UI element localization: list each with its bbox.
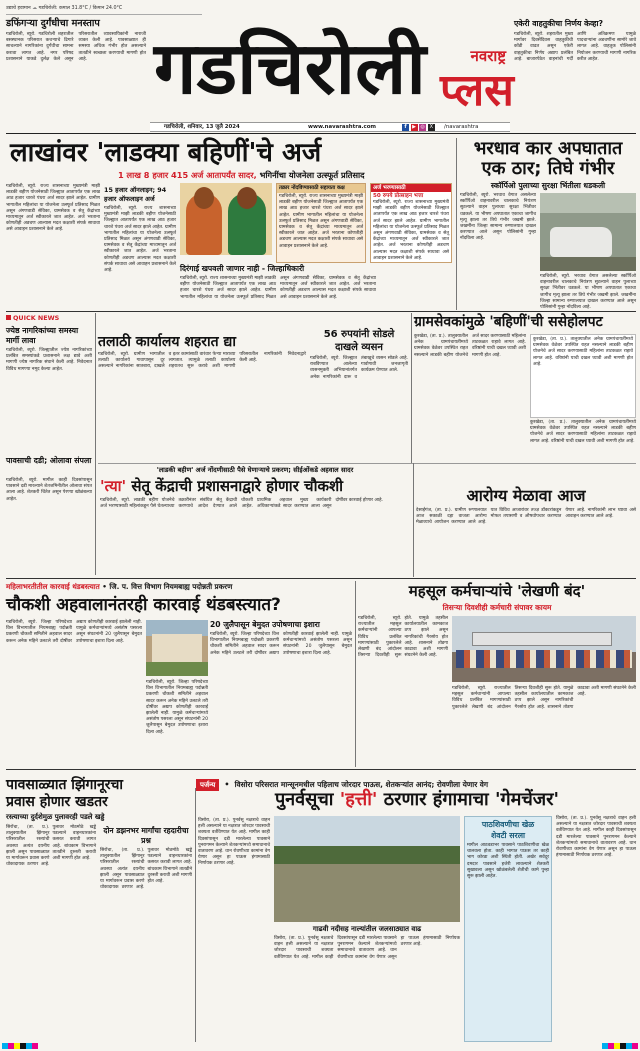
zingnur-side-body: सिरोंचा, (ता. प्र.). तालुक्यातील झिंगानूर परिसरातील रस्त्यांची अवस्था अत्यंत दयनीय झाली असून पावसाळ्यात या मार्गावरून प्रवास करणे धोकादायक ठरणार आहे. पुलावर मोठमोठे खड्डे पडल्याने वाहनधारकांना कसरत करावी लागत आहे. बांधकाम विभागाने तातडीने दुरुस्ती करावी अशी मागणी होत आहे.	[100, 848, 192, 891]
lead-illustration	[180, 183, 272, 255]
pathshala-headline-2: शेवटी सरला	[490, 831, 526, 840]
zingnur-side-headline: दोन डझनभर मार्गांचा रहदारीचा प्रश्न	[103, 826, 189, 845]
cloud-icon: ☁	[32, 6, 38, 11]
deputy-body: गडचिरोली, ब्यूरो. राज्य शासनाच्या मुख्यमंत्री माझी लाडकी बहीण योजनेसाठी जिल्ह्यात आतापर्यंत एक लाख आठ हजार चारशे पंधरा अर्ज सादर झाले आहेत. ग्रामीण भागातील महिलांचा या योजनेला उत्स्फूर्त प्रतिसाद मिळत असून अंगणवाडी सेविका, ग्रामसेवक व सेतू केंद्रांच्या माध्यमातून अर्ज स्वीकारले जात आहेत. अर्ज भरताना कोणतीही अडचण आल्यास मदत कक्षाशी संपर्क साधावा असे आवाहन प्रशासनाने केले आहे.	[180, 276, 376, 300]
dakhale-body: गडचिरोली, ब्यूरो. जिल्ह्यात राबविण्यात आलेल्या व्यसनमुक्ती अभियानांतर्गत अनेक नागरिकांनी दारू व तंबाखूचे व्यसन सोडले आहे. गावोगावी जनजागृती कार्यक्रम घेण्यात आले.	[310, 356, 408, 380]
chaukashi-kicker-black: जि. प. वित्त विभाग नियमबाह्य पदोन्नती प्रकरण	[109, 582, 233, 591]
weather-strip	[196, 772, 636, 789]
river-photo	[274, 816, 460, 922]
weather-strip-bullet: •	[224, 780, 230, 789]
gramsevak-headline-pre: ग्रामसेवकांमुळे	[414, 314, 485, 330]
lead-headline-post: चे अर्ज	[256, 138, 322, 168]
punarvasu-headline-quote: 'हत्ती'	[339, 789, 378, 810]
dakhale-headline-2: दाखले व्यसन	[335, 342, 383, 353]
chaukashi-headline: चौकशी अहवालानंतरही कारवाई थंडबस्त्यात?	[6, 595, 281, 615]
quick-news-label	[6, 314, 92, 323]
facebook-icon[interactable]: f	[402, 124, 409, 131]
mahsul-headline-pre: महसूल कर्मचाऱ्यांचे	[408, 582, 512, 600]
weather-strip-text: विसोरा परिसरात मान्सूनमधील पहिलाच जोरदार पाऊस, शेतकऱ्यांत आनंद; रोवणीला येणार वेग	[234, 780, 489, 789]
gramsevak-headline-quote: 'बहिणीं'	[489, 314, 531, 330]
chaukashi-body: गडचिरोली, ब्यूरो. जिल्हा परिषदेच्या वित्त विभागातील नियमबाह्य पदोन्नती प्रकरणी चौकशी समितीने अहवाल सादर करून अनेक महिने उलटले तरी दोषींवर अद्याप कोणतीही कारवाई झालेली नाही. यामुळे कर्मचाऱ्यांमध्ये असंतोष पसरला असून संघटनांनी 20 जुलैपासून बेमुदत उपोषणाचा इशारा दिला आहे.	[6, 620, 142, 644]
top-right-body: गडचिरोली, ब्यूरो. शहरातील मुख्य मार्गावर दिवसेंदिवस वाहतुकीची कोंडी वाढत असून एकेरी वाहतुकीचा निर्णय अद्याप प्रलंबित आहे. बाजारपेठेत वाहनांची गर्दी आणि अतिक्रमण यामुळे पादचाऱ्यांना अडचणींना सामोरे जावे लागत आहे. वाहतूक पोलिसांनी नियोजन करण्याची मागणी नागरिक करीत आहेत.	[514, 32, 636, 62]
info-box	[276, 183, 366, 263]
gramsevak-headline-post: ची ससेहोलपट	[530, 314, 603, 330]
chaukashi-kicker-bullet: •	[102, 582, 107, 591]
zp-building-photo	[146, 620, 208, 676]
quick-item2-body: गडचिरोली, ब्यूरो. मागील काही दिवसांपासून पावसाने दडी मारल्याने शेतजमिनीतील ओलावा संपत आला आहे. शेतकरी चिंतेत असून पेरण्या खोळंबल्या आहेत.	[6, 478, 92, 502]
top-right-headline: एकेरी वाहतुकीचा निर्णय केव्हा?	[514, 19, 603, 28]
mahsul-body: गडचिरोली, ब्यूरो. राज्यातील महसूल कर्मचाऱ्यांनी आपल्या विविध प्रलंबित मागण्यांसाठी पुकारलेले लेखणी बंद आंदोलन तिसऱ्या दिवशीही सुरू होते. यामुळे तहसील कार्यालयातील कामकाज ठप्प झाले असून नागरिकांची गैरसोय होत आहे. शासनाने तोडगा काढावा अशी मागणी संघटनेने केली आहे.	[358, 616, 448, 659]
pathshala-headline-1: पाठशिवणीचा खेळ	[481, 820, 535, 829]
weather-strip-label: पर्जन्य	[196, 779, 219, 791]
chaukashi-kicker-red: महिलाभरतीतील कारवाई थंडबस्त्यात	[6, 582, 100, 591]
punarvasu-body: विसोरा, (ता. प्र.). पुनर्वसू नक्षत्राचे वाहन हत्ती असल्याने या नक्षत्रात जोरदार पावसाची शक्यता वर्तविण्यात येत आहे. मागील काही दिवसांपासून दडी मारलेल्या पावसाने पुनरागमन केल्याने शेतकऱ्यांमध्ये समाधानाचे वातावरण आहे. धान रोवणीच्या कामांना वेग येणार असून हा पाऊस हंगामासाठी निर्णायक ठरणार आहे.	[198, 818, 271, 867]
zingnur-headline-1: पावसाळ्यात झिंगानूरचा	[6, 777, 124, 793]
accident-subhead: स्कॉर्पिओ पुलाच्या सुरक्षा भिंतीला धडकली	[490, 181, 606, 190]
talathi-body: गडचिरोली, ब्यूरो. ग्रामीण भागातील तलाठी कार्यालये गावापासून दूर असल्याने नागरिकांना सातबारा, दाखले व इतर कामांसाठी वारंवार फेऱ्या माराव्या लागतात. त्यामुळे तलाठी कार्यालय शहरातच सुरू करावे अशी मागणी परिसरातील नागरिकांनी निवेदनाद्वारे केली आहे.	[98, 352, 306, 370]
setu-headline-pre: 'त्या'	[100, 477, 127, 495]
protest-banner	[472, 632, 612, 646]
weather-box	[6, 4, 202, 14]
quick-item1-headline: ज्येष्ठ नागरिकांच्या समस्या मार्गी लावा	[6, 326, 79, 345]
accident-headline-2: एक ठार; तिघे गंभीर	[481, 158, 615, 179]
accident-photo	[540, 193, 636, 271]
deputy-headline: दिरंगाई खपवली जाणार नाही - जिल्हाधिकारी	[180, 264, 305, 273]
print-registration-mark	[2, 1043, 38, 1049]
print-registration-mark-right	[602, 1043, 638, 1049]
zingnur-headline-2: प्रवास होणार खडतर	[6, 794, 108, 810]
arogya-body: देसाईगंज, (ता. प्र.). ग्रामीण रुग्णालयात आज सकाळी दहा वाजता आरोग्य मेळाव्याचे आयोजन करण्यात आले आहे. यात विविध आजारांवर तज्ज्ञ डॉक्टरांकडून मोफत तपासणी व औषधोपचार करण्यात येणार आहे. नागरिकांनी लाभ घ्यावा असे आवाहन करण्यात आले आहे.	[416, 508, 636, 526]
lead-subhead-black: भगिनींचा योजनेला उत्स्फूर्त प्रतिसाद	[259, 170, 365, 180]
pathshala-box	[464, 816, 552, 1042]
warning-body: गडचिरोली, ब्यूरो. जिल्हा परिषदेच्या वित्त विभागातील नियमबाह्य पदोन्नती प्रकरणी चौकशी समितीने अहवाल सादर करून अनेक महिने उलटले तरी दोषींवर अद्याप कोणतीही कारवाई झालेली नाही. यामुळे कर्मचाऱ्यांमध्ये असंतोष पसरला असून संघटनांनी 20 जुलैपासून बेमुदत उपोषणाचा इशारा दिला आहे.	[210, 632, 352, 656]
weather-value: गडचिरोली: कमाल 31.8°C / किमान 24.0°C	[38, 6, 123, 11]
social-handle: /navarashtra	[444, 124, 479, 130]
gramsevak-bullets	[530, 334, 636, 418]
social-icons	[402, 124, 435, 131]
gramsevak-body-2: कुरखेडा, (ता. प्र.). तालुक्यातील अनेक ग्रामपंचायतींमध्ये ग्रामसेवक वेळेवर उपस्थित राहत नसल्याने लाडकी बहीण योजनेचे अर्ज सादर करण्यासाठी महिलांना ताटकळत राहावे लागत आहे. वरिष्ठांनी याची दखल घ्यावी अशी मागणी होत आहे.	[530, 420, 636, 444]
accident-body-2: गडचिरोली, ब्यूरो. भरधाव वेगात असलेल्या स्कॉर्पिओ वाहनावरील चालकाचे नियंत्रण सुटल्याने वाहन पुलाच्या सुरक्षा भिंतीवर धडकले. या भीषण अपघातात एकाचा जागीच मृत्यू झाला तर तिघे गंभीर जखमी झाले. जखमींना जिल्हा सामान्य रुग्णालयात दाखल करण्यात आले असून पोलिसांनी गुन्हा नोंदविला आहे.	[540, 274, 636, 311]
car-wreck	[550, 227, 612, 257]
dateline-bar	[150, 122, 510, 132]
tree-line	[274, 846, 460, 864]
lead-headline	[10, 138, 450, 168]
setu-headline	[100, 476, 410, 496]
mahsul-body-2: गडचिरोली, ब्यूरो. राज्यातील महसूल कर्मचाऱ्यांनी आपल्या विविध प्रलंबित मागण्यांसाठी पुकारलेले लेखणी बंद आंदोलन तिसऱ्या दिवशीही सुरू होते. यामुळे तहसील कार्यालयातील कामकाज ठप्प झाले असून नागरिकांची गैरसोय होत आहे. शासनाने तोडगा काढावा अशी मागणी संघटनेने केली आहे.	[452, 686, 636, 710]
mahsul-protest-photo	[452, 616, 636, 682]
talathi-headline: तलाठी कार्यालय शहरात द्या	[98, 334, 236, 350]
lead-headline-pre: लाखांवर	[10, 138, 88, 168]
lead-subhead	[118, 170, 454, 181]
weather-label: उद्याचे हवामान	[6, 6, 31, 11]
dakhale-headline-1: 56 रुपयांनी सोडले	[323, 329, 395, 340]
apply-box	[370, 183, 452, 263]
accident-headline-1: भरधाव कार अपघातात	[473, 138, 623, 159]
youtube-icon[interactable]: ▶	[412, 124, 417, 130]
lead-stat-notes: गडचिरोली, ब्यूरो. राज्य शासनाच्या मुख्यमंत्री माझी लाडकी बहीण योजनेसाठी जिल्ह्यात आतापर्यंत एक लाख आठ हजार चारशे पंधरा अर्ज सादर झाले आहेत. ग्रामीण भागातील महिलांचा या योजनेला उत्स्फूर्त प्रतिसाद मिळत असून अंगणवाडी सेविका, ग्रामसेवक व सेतू केंद्रांच्या माध्यमातून अर्ज स्वीकारले जात आहेत. अर्ज भरताना कोणतीही अडचण आल्यास मदत कक्षाशी संपर्क साधावा असे आवाहन प्रशासनाने केले आहे.	[104, 206, 176, 274]
top-left-body: गडचिरोली, ब्यूरो. गडचिरोली शहरातील बसस्थानक परिसरात कचऱ्याचे ढिगारे साचल्याने नागरिकांना दुर्गंधीचा सामना करावा लागत आहे. नगर परिषद प्रशासनाने याकडे दुर्लक्ष केले असून परिसरातील व्यावसायिकांनी नाराजी व्यक्त केली आहे. पावसाळ्यात ही समस्या अधिक गंभीर होत असल्याने तातडीने स्वच्छता करण्याची मागणी होत आहे.	[6, 32, 146, 62]
quick-news-marker	[6, 315, 11, 320]
top-left-headline: डफिंगऱ्या दुर्गंधीचा मनस्ताप	[6, 18, 100, 29]
zingnur-body: सिरोंचा, (ता. प्र.). तालुक्यातील झिंगानूर परिसरातील रस्त्यांची अवस्था अत्यंत दयनीय झाली असून पावसाळ्यात या मार्गावरून प्रवास करणे धोकादायक ठरणार आहे. पुलावर मोठमोठे खड्डे पडल्याने वाहनधारकांना कसरत करावी लागत आहे. बांधकाम विभागाने तातडीने दुरुस्ती करावी अशी मागणी होत आहे.	[6, 825, 96, 868]
pathshala-side-body: विसोरा, (ता. प्र.). पुनर्वसू नक्षत्राचे वाहन हत्ती असल्याने या नक्षत्रात जोरदार पावसाची शक्यता वर्तविण्यात येत आहे. मागील काही दिवसांपासून दडी मारलेल्या पावसाने पुनरागमन केल्याने शेतकऱ्यांमध्ये समाधानाचे वातावरण आहे. धान रोवणीच्या कामांना वेग येणार असून हा पाऊस हंगामासाठी निर्णायक ठरणार आहे.	[556, 816, 636, 859]
instagram-icon[interactable]: ◎	[420, 124, 425, 130]
info-box-headline: तक्रार नोंदविण्यासाठी सहायता कक्ष	[277, 184, 365, 193]
punarvasu-headline-mid: ठरणार हंगामाचा	[383, 789, 489, 810]
accident-body: गडचिरोली, ब्यूरो. भरधाव वेगात असलेल्या स्कॉर्पिओ वाहनावरील चालकाचे नियंत्रण सुटल्याने वाहन पुलाच्या सुरक्षा भिंतीवर धडकले. या भीषण अपघातात एकाचा जागीच मृत्यू झाला तर तिघे गंभीर जखमी झाले. जखमींना जिल्हा सामान्य रुग्णालयात दाखल करण्यात आले असून पोलिसांनी गुन्हा नोंदविला आहे.	[460, 193, 536, 242]
warning-headline: 20 जुलैपासून बेमुदत उपोषणाचा इशारा	[210, 620, 320, 629]
arogya-headline: आरोग्य मेळावा आज	[466, 486, 586, 505]
river-caption: गाढवी नदीसह नाल्यांतील जलसाठ्यात वाढ	[312, 925, 422, 933]
website-link[interactable]: www.navarashtra.com	[308, 124, 377, 130]
chaukashi-body-2: गडचिरोली, ब्यूरो. जिल्हा परिषदेच्या वित्त विभागातील नियमबाह्य पदोन्नती प्रकरणी चौकशी समितीने अहवाल सादर करून अनेक महिने उलटले तरी दोषींवर अद्याप कोणतीही कारवाई झालेली नाही. यामुळे कर्मचाऱ्यांमध्ये असंतोष पसरला असून संघटनांनी 20 जुलैपासून बेमुदत उपोषणाचा इशारा दिला आहे.	[146, 680, 208, 735]
quick-item2-headline: पावसाची दडी; ओलावा संपला	[6, 456, 92, 465]
dateline: गडचिरोली, शनिवार, 13 जुलै 2024	[164, 124, 240, 130]
brand-plus: प्लस	[440, 65, 514, 116]
lead-stat-online: 15 हजार ऑनलाइन; 94 हजार ऑफलाइन अर्ज	[104, 186, 167, 203]
mahsul-subhead: तिसऱ्या दिवशीही कर्मचारी संपावर कायम	[442, 603, 552, 612]
setu-headline-post: सेतू केंद्राची प्रशासनाद्वारे होणार चौकशी	[131, 477, 344, 495]
gramsevak-body: कुरखेडा, (ता. प्र.). तालुक्यातील अनेक ग्रामपंचायतींमध्ये ग्रामसेवक वेळेवर उपस्थित राहत नसल्याने लाडकी बहीण योजनेचे अर्ज सादर करण्यासाठी महिलांना ताटकळत राहावे लागत आहे. वरिष्ठांनी याची दखल घ्यावी अशी मागणी होत आहे.	[414, 334, 526, 358]
zingnur-subhead: रस्त्याच्या दुर्दशेमुळ पुलावरही पडले खड्डे	[6, 813, 105, 821]
apply-box-title: अर्ज भरण्यासाठी	[371, 184, 451, 192]
pathshala-body: मागील आठवडाभर पावसाने पाठशिवणीचा खेळ चालवला होता. काही भागात पाऊस तर काही भाग कोरडा अशी स्थिती होती. अखेर सर्वदूर दमदार पावसाने हजेरी लावल्याने शेतकरी सुखावला असून खोळंबलेली शेतीची कामे पुन्हा सुरू झाली आहेत.	[467, 843, 549, 880]
mahsul-headline-quote: 'लेखणी बंद'	[517, 582, 586, 600]
apply-box-headline: 50 रुपये प्रोत्साहन भत्ता	[373, 193, 424, 199]
building	[152, 634, 202, 662]
quick-item1-body: गडचिरोली, ब्यूरो. जिल्ह्यातील ज्येष्ठ नागरिकांच्या प्रलंबित समस्यांकडे प्रशासनाने लक्ष द्यावे अशी मागणी ज्येष्ठ नागरिक संघाने केली आहे. निवेदनात विविध मागण्या नमूद केल्या आहेत.	[6, 348, 92, 372]
apply-box-body: गडचिरोली, ब्यूरो. राज्य शासनाच्या मुख्यमंत्री माझी लाडकी बहीण योजनेसाठी जिल्ह्यात आतापर्यंत एक लाख आठ हजार चारशे पंधरा अर्ज सादर झाले आहेत. ग्रामीण भागातील महिलांचा या योजनेला उत्स्फूर्त प्रतिसाद मिळत असून अंगणवाडी सेविका, ग्रामसेवक व सेतू केंद्रांच्या माध्यमातून अर्ज स्वीकारले जात आहेत. अर्ज भरताना कोणतीही अडचण आल्यास मदत कक्षाशी संपर्क साधावा असे आवाहन प्रशासनाने केले आहे.	[373, 200, 449, 261]
lead-subhead-red: 1 लाख 8 हजार 415 अर्ज आतापर्यंत सादर,	[118, 170, 257, 180]
punarvasu-body-2: विसोरा, (ता. प्र.). पुनर्वसू नक्षत्राचे वाहन हत्ती असल्याने या नक्षत्रात जोरदार पावसाची शक्यता वर्तविण्यात येत आहे. मागील काही दिवसांपासून दडी मारलेल्या पावसाने पुनरागमन केल्याने शेतकऱ्यांमध्ये समाधानाचे वातावरण आहे. धान रोवणीच्या कामांना वेग येणार असून हा पाऊस हंगामासाठी निर्णायक ठरणार आहे.	[274, 936, 460, 960]
lead-body: गडचिरोली, ब्यूरो. राज्य शासनाच्या मुख्यमंत्री माझी लाडकी बहीण योजनेसाठी जिल्ह्यात आतापर्यंत एक लाख आठ हजार चारशे पंधरा अर्ज सादर झाले आहेत. ग्रामीण भागातील महिलांचा या योजनेला उत्स्फूर्त प्रतिसाद मिळत असून अंगणवाडी सेविका, ग्रामसेवक व सेतू केंद्रांच्या माध्यमातून अर्ज स्वीकारले जात आहेत. अर्ज भरताना कोणतीही अडचण आल्यास मदत कक्षाशी संपर्क साधावा असे आवाहन प्रशासनाने केले आहे.	[6, 184, 100, 233]
punarvasu-headline-post: 'गेमचेंजर'	[494, 789, 560, 810]
gramsevak-bullet-text: कुरखेडा, (ता. प्र.). तालुक्यातील अनेक ग्रामपंचायतींमध्ये ग्रामसेवक वेळेवर उपस्थित राहत नसल्याने लाडकी बहीण योजनेचे अर्ज सादर करण्यासाठी महिलांना ताटकळत राहावे लागत आहे. वरिष्ठांनी याची दखल घ्यावी अशी मागणी होत आहे.	[533, 337, 633, 367]
quick-news-text: QUICK NEWS	[13, 314, 60, 322]
setu-kicker: 'लाडकी बहीण' अर्ज नोंदणीसाठी पैसे घेणाऱ्याचे प्रकरण; सीईओंकडे अहवाल सादर	[156, 466, 354, 474]
punarvasu-headline	[198, 788, 636, 812]
lead-headline-quote: 'लाडक्या बहिणीं'	[96, 138, 257, 168]
setu-body: गडचिरोली, ब्यूरो. लाडकी बहीण योजनेचे अर्ज भरण्यासाठी महिलांकडून पैसे घेतल्याच्या तक्रारीनंतर संबंधित सेतू केंद्राची चौकशी करण्याचे आदेश देण्यात आले आहेत. प्राथमिक अहवाल मुख्य कार्यकारी अधिकाऱ्यांकडे सादर करण्यात आला असून दोषींवर कारवाई होणार आहे.	[100, 498, 383, 510]
mahsul-headline	[358, 581, 636, 601]
chaukashi-kicker	[6, 581, 352, 592]
masthead-title: गडचिरोली	[154, 26, 426, 110]
brand-navarashtra: नवराष्ट्र	[470, 47, 506, 65]
punarvasu-headline-pre: पुनर्वसूचा	[274, 789, 334, 810]
info-box-body: गडचिरोली, ब्यूरो. राज्य शासनाच्या मुख्यमंत्री माझी लाडकी बहीण योजनेसाठी जिल्ह्यात आतापर्यंत एक लाख आठ हजार चारशे पंधरा अर्ज सादर झाले आहेत. ग्रामीण भागातील महिलांचा या योजनेला उत्स्फूर्त प्रतिसाद मिळत असून अंगणवाडी सेविका, ग्रामसेवक व सेतू केंद्रांच्या माध्यमातून अर्ज स्वीकारले जात आहेत. अर्ज भरताना कोणतीही अडचण आल्यास मदत कक्षाशी संपर्क साधावा असे आवाहन प्रशासनाने केले आहे.	[279, 194, 363, 249]
river-water	[274, 864, 460, 922]
gramsevak-headline	[414, 313, 636, 331]
twitter-icon[interactable]: X	[429, 124, 433, 130]
